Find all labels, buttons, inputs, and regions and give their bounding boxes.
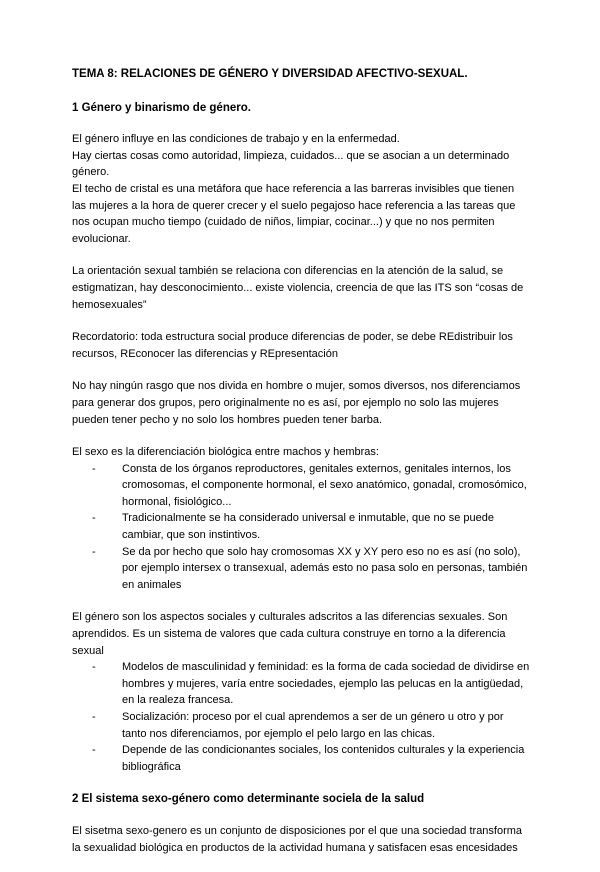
paragraph-gender-influence xyxy=(72,131,530,247)
paragraph-no-trait: No hay ningún rasgo que nos divida en hombre o mujer, somos diversos, nos diferenciamos para generar dos grupos, pero originalmente no es así, por ejemplo no solo las mujeres pueden tener pecho y no solo los hombres pueden tener barba. xyxy=(72,380,521,426)
list-item: - Consta de los órganos reproductores, genitales externos, genitales internos, los cromosomas, el componente hormonal, el sexo anatómico, gonadal, cromosómico, hormonal, fisiológico... xyxy=(92,461,530,511)
paragraph-sex-definition: El sexo es la diferenciación biológica entre machos y hembras: xyxy=(72,446,379,459)
list-item: - Modelos de masculinidad y feminidad: es la forma de cada sociedad de dividirse en hombres y mujeres, varía entre sociedades, ejemplo las pelucas en la antigüedad, en la realeza francesa. xyxy=(92,659,530,709)
list-sex-characteristics xyxy=(72,461,530,594)
list-item: - Se da por hecho que solo hay cromosomas XX y XY pero eso no es así (no solo), por ejemplo intersex o transexual, además esto no pasa solo en personas, también en animales xyxy=(92,544,530,594)
paragraph-sex-gender-system: El sisetma sexo-genero es un conjunto de disposiciones por el que una sociedad transforma la sexualidad biológica en productos de la actividad humana y satisfacen esas encesidades xyxy=(72,824,523,854)
document-page xyxy=(72,66,530,872)
list-gender-aspects xyxy=(72,659,530,775)
line-gender-associations: Hay ciertas cosas como autoridad, limpieza, cuidados... que se asocian a un determinado género. xyxy=(72,149,510,179)
paragraph-sexual-orientation: La orientación sexual también se relaciona con diferencias en la atención de la salud, se estigmatizan, hay desconocimiento... existe violencia, creencia de que las ITS son “cosas de hemosexuales” xyxy=(72,265,524,311)
document-title: TEMA 8: RELACIONES DE GÉNERO Y DIVERSIDAD AFECTIVO-SEXUAL. xyxy=(72,68,468,80)
section-1-heading: 1 Género y binarismo de género. xyxy=(72,101,251,114)
line-glass-ceiling: El techo de cristal es una metáfora que hace referencia a las barreras invisibles que tienen las mujeres a la hora de querer crecer y el suelo pegajoso hace referencia a las tareas que nos ocupan mucho tiempo (cuidado de niños, limpiar, cocinar...) y que no nos permiten evolucionar. xyxy=(72,182,516,245)
section-2-heading: 2 El sistema sexo-género como determinante sociela de la salud xyxy=(72,793,425,806)
list-item: - Socialización: proceso por el cual aprendemos a ser de un género u otro y por tanto nos diferenciamos, por ejemplo el pelo largo en las chicas. xyxy=(92,709,530,742)
paragraph-gender-definition: El género son los aspectos sociales y culturales adscritos a las diferencias sexuales. Son aprendidos. Es un sistema de valores que cada cultura construye en torno a la diferencia sexual xyxy=(72,611,508,657)
paragraph-reminder: Recordatorio: toda estructura social produce diferencias de poder, se debe REdistribuir los recursos, REconocer las diferencias y REpresentación xyxy=(72,331,513,360)
list-item: - Tradicionalmente se ha considerado universal e inmutable, que no se puede cambiar, que son instintivos. xyxy=(92,510,530,543)
list-item: - Depende de las condicionantes sociales, los contenidos culturales y la experiencia bibliográfica xyxy=(92,742,530,775)
line-gender-work: El género influye en las condiciones de trabajo y en la enfermedad. xyxy=(72,133,400,146)
